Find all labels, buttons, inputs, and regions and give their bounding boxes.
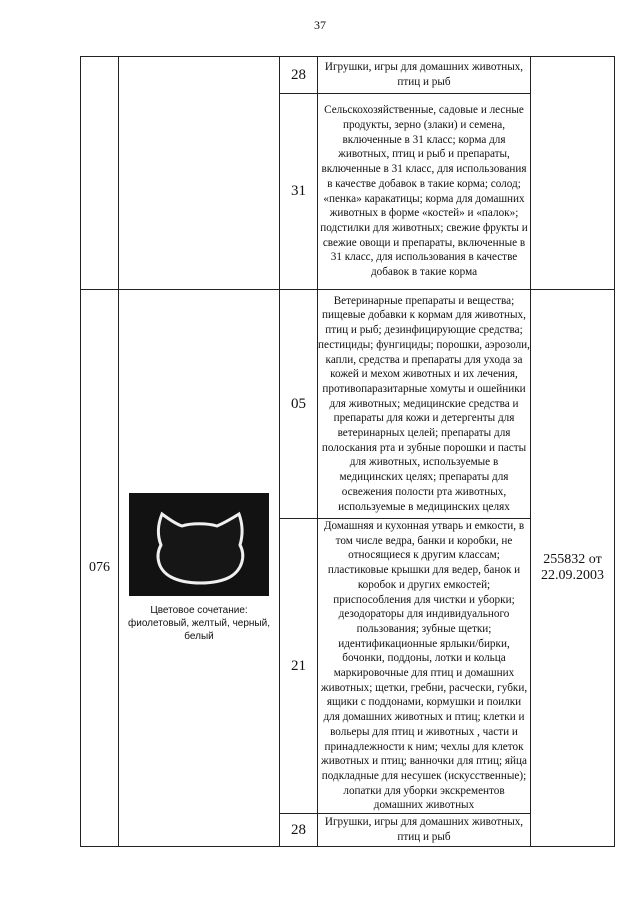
goods-description: Ветеринарные препараты и вещества; пищевые добавки к кормам для животных, птиц и рыб; дезинфицирующие средства; пестициды; фунгициды; порошки, аэрозоли, капли, средства и препараты для ухода за кожей и мехом животных и их лечения, противопаразитарные хомуты и ошейники для животных; медицинские средства и препараты для кожи и детергенты для ветеринарных целей; препараты для полоскания рта и зубные порошки и пасты для животных, используемые в медицинских целях; препараты для освежения полости рта животных, используемые в медицинских целях [318, 290, 531, 519]
mark-colors: фиолетовый, желтый, черный, белый [128, 618, 270, 643]
table-row [81, 57, 615, 94]
entry-code: 076 [81, 290, 119, 847]
mark-colors-label: Цветовое сочетание: [150, 605, 248, 617]
empty-registration-cell [531, 57, 615, 290]
goods-description: Игрушки, игры для домашних животных, птиц и рыб [318, 57, 531, 94]
class-number: 28 [280, 814, 318, 847]
page-number: 37 [314, 18, 326, 32]
cat-head-logo [129, 493, 269, 596]
class-number: 05 [280, 290, 318, 519]
empty-mark-cell [119, 57, 280, 290]
registration-number: 255832 от 22.09.2003 [531, 290, 615, 847]
trademark-cell [119, 290, 280, 847]
class-number: 28 [280, 57, 318, 94]
goods-description: Игрушки, игры для домашних животных, птиц и рыб [318, 814, 531, 847]
table-row [81, 290, 615, 519]
goods-description: Домашняя и кухонная утварь и емкости, в том числе ведра, банки и коробки, не относящиеся к другим классам; пластиковые крышки для ведер, банок и коробок и других емкостей; приспособления для чистки и уборки; дезодораторы для индивидуального пользования; зубные щетки; идентификационные ярлыки/бирки, бочонки, поддоны, лотки и кольца маркировочные для птиц и домашних животных; щетки, гребни, расчески, губки, ящики с поддонами, кормушки и поилки для домашних животных и птиц; клетки и вольеры для птиц и животных , части и принадлежности к ним; чехлы для клеток животных и птиц; ванночки для птиц; яйца подкладные для несушек (искусственные); лопатки для уборки экскрементов домашних животных [318, 519, 531, 814]
goods-description: Сельскохозяйственные, садовые и лесные продукты, зерно (злаки) и семена, включенные в 31 класс; корма для животных, птиц и рыб и препараты, включенные в 31 класс, для использования в качестве добавок в такие корма; солод; «пенка» каракатицы; корма для домашних животных в форме «костей» и «палок»; подстилки для животных; свежие фрукты и свежие овощи и препараты, включенные в 31 класс, для использования в качестве добавок в такие корма [318, 94, 531, 290]
empty-code-cell [81, 57, 119, 290]
class-number: 31 [280, 94, 318, 290]
registry-table [80, 56, 615, 847]
class-number: 21 [280, 519, 318, 814]
